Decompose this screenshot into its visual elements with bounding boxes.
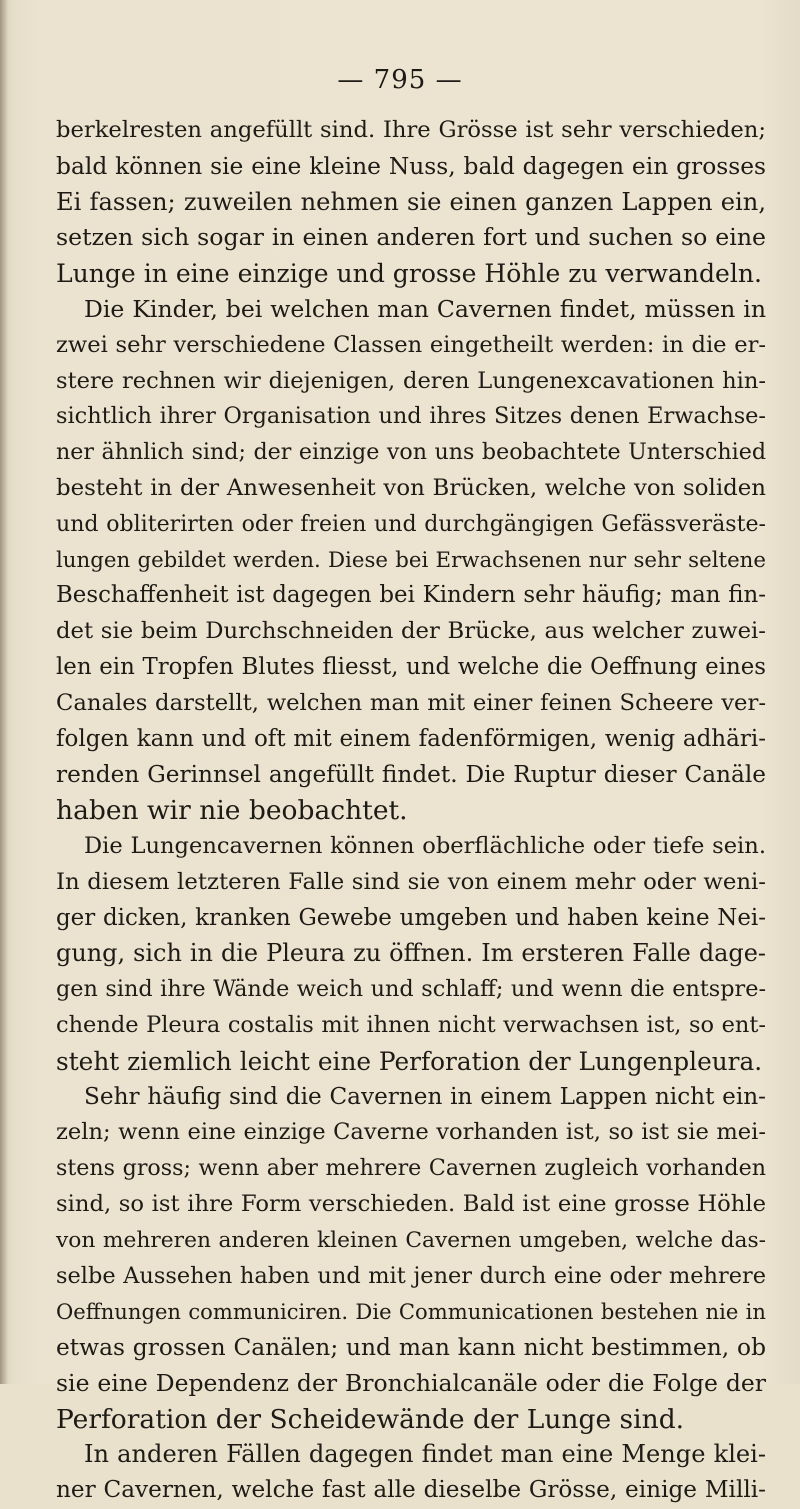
text-line: haben wir nie beobachtet. — [56, 795, 408, 827]
text-line: setzen sich sogar in einen anderen fort und suchen so eine — [56, 223, 766, 252]
text-line: lungen gebildet werden. Diese bei Erwachsenen nur sehr seltene — [56, 547, 766, 573]
text-line: In anderen Fällen dagegen findet man eine Menge klei- — [84, 1440, 766, 1469]
text-line: Perforation der Scheidewände der Lunge sind. — [56, 1403, 685, 1435]
text-line: stens gross; wenn aber mehrere Cavernen zugleich vorhanden — [56, 1155, 766, 1182]
text-line: len ein Tropfen Blutes fliesst, und welche die Oeffnung eines — [56, 653, 766, 680]
text-line: ner ähnlich sind; der einzige von uns beobachtete Unterschied — [56, 439, 766, 466]
text-line: besteht in der Anwesenheit von Brücken, welche von soliden — [56, 474, 766, 501]
text-line: Canales darstellt, welchen man mit einer feinen Scheere ver- — [56, 689, 766, 716]
text-line: Die Kinder, bei welchen man Cavernen findet, müssen in — [84, 294, 766, 323]
text-line: steht ziemlich leicht eine Perforation der Lungenpleura. — [56, 1046, 763, 1076]
text-line: etwas grossen Canälen; und man kann nicht bestimmen, ob — [56, 1334, 766, 1362]
text-line: bald können sie eine kleine Nuss, bald dagegen ein grosses — [56, 151, 766, 180]
text-line: sie eine Dependenz der Bronchialcanäle oder die Folge der — [56, 1368, 766, 1397]
text-line: ner Cavernen, welche fast alle dieselbe Grösse, einige Milli- — [56, 1477, 766, 1504]
text-line: ger dicken, kranken Gewebe umgeben und haben keine Nei- — [56, 904, 766, 931]
body-text — [56, 113, 766, 1509]
text-line: zeln; wenn eine einzige Caverne vorhanden ist, so ist sie mei- — [56, 1119, 766, 1146]
page-gutter-shadow — [0, 0, 8, 1384]
text-line: Lunge in eine einzige und grosse Höhle zu verwandeln. — [56, 259, 762, 289]
text-line: In diesem letzteren Falle sind sie von einem mehr oder weni- — [56, 868, 766, 895]
text-line: selbe Aussehen haben und mit jener durch eine oder mehrere — [56, 1262, 766, 1289]
text-line: Oeffnungen communiciren. Die Communicationen bestehen nie in — [56, 1299, 766, 1325]
text-line: gung, sich in die Pleura zu öffnen. Im ersteren Falle dage- — [56, 939, 766, 968]
text-line: Sehr häufig sind die Cavernen in einem Lappen nicht ein- — [84, 1083, 766, 1110]
page-number: — 795 — — [337, 65, 463, 95]
text-line: stere rechnen wir diejenigen, deren Lungenexcavationen hin- — [56, 367, 766, 394]
text-line: Die Lungencavernen können oberflächliche oder tiefe sein. — [84, 832, 766, 859]
text-line: berkelresten angefüllt sind. Ihre Grösse ist sehr verschieden; — [56, 117, 766, 143]
text-line: zwei sehr verschiedene Classen eingetheilt werden: in die er- — [56, 331, 766, 358]
text-line: sind, so ist ihre Form verschieden. Bald ist eine grosse Höhle — [56, 1190, 766, 1217]
text-line: Beschaffenheit ist dagegen bei Kindern sehr häufig; man fin- — [56, 582, 766, 609]
text-line: renden Gerinnsel angefüllt findet. Die Ruptur dieser Canäle — [56, 761, 766, 789]
text-line: gen sind ihre Wände weich und schlaff; und wenn die entspre- — [56, 976, 766, 1003]
text-line: det sie beim Durchschneiden der Brücke, aus welcher zuwei- — [56, 618, 766, 645]
text-line: folgen kann und oft mit einem fadenförmigen, wenig adhäri- — [56, 725, 766, 752]
text-line: und obliterirten oder freien und durchgängigen Gefässveräste- — [56, 511, 766, 537]
text-line: Ei fassen; zuweilen nehmen sie einen ganzen Lappen ein, — [56, 187, 766, 216]
text-line: von mehreren anderen kleinen Cavernen umgeben, welche das- — [56, 1227, 766, 1253]
text-line: sichtlich ihrer Organisation und ihres Sitzes denen Erwachse- — [56, 403, 766, 430]
text-line: chende Pleura costalis mit ihnen nicht verwachsen ist, so ent- — [56, 1011, 766, 1038]
